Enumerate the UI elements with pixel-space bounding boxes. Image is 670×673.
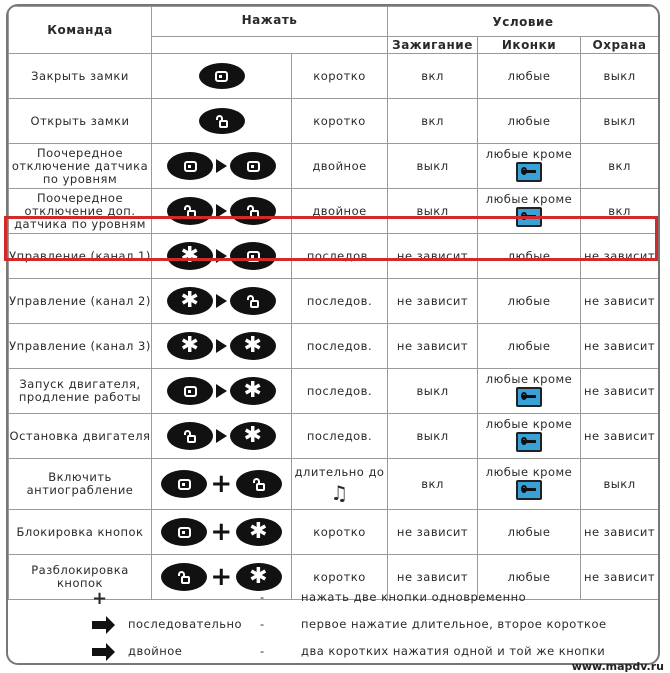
- press-type: последов.: [292, 279, 388, 324]
- lock-button-icon: [167, 377, 213, 405]
- lock-button-icon: [161, 518, 207, 546]
- buttons-cell: [152, 99, 292, 144]
- icons-value: [478, 54, 581, 99]
- legend: [8, 582, 658, 665]
- guard-value: не зависит: [581, 324, 659, 369]
- icons-label: любые: [507, 249, 551, 263]
- star-button-icon: ✱: [230, 332, 276, 360]
- icons-label: любые: [507, 570, 551, 584]
- lock-button-icon: [167, 152, 213, 180]
- legend-description: нажать две кнопки одновременно: [301, 590, 527, 604]
- then-arrow-icon: [216, 339, 227, 353]
- icons-value: [478, 234, 581, 279]
- ignition-value: выкл: [388, 144, 478, 189]
- icons-value: [478, 510, 581, 555]
- press-type-label: длительно до: [294, 465, 385, 479]
- press-type: коротко: [292, 54, 388, 99]
- icons-value: [478, 99, 581, 144]
- plus-icon: +: [92, 588, 108, 609]
- table-row: [9, 189, 659, 234]
- ignition-value: не зависит: [388, 279, 478, 324]
- command-name: Управление (канал 2): [9, 279, 152, 324]
- buttons-cell: [152, 459, 292, 510]
- header-guard: Охрана: [581, 37, 659, 54]
- star-button-icon: ✱: [167, 332, 213, 360]
- guard-value: не зависит: [581, 414, 659, 459]
- guard-value: выкл: [581, 99, 659, 144]
- buttons-cell: [152, 189, 292, 234]
- ignition-value: не зависит: [388, 555, 478, 600]
- unlock-button-icon: [230, 197, 276, 225]
- then-arrow-icon: [216, 429, 227, 443]
- icons-value: [478, 324, 581, 369]
- icons-label: любые: [507, 69, 551, 83]
- table-row: [9, 144, 659, 189]
- command-name: Открыть замки: [9, 99, 152, 144]
- star-button-icon: ✱: [230, 377, 276, 405]
- press-type: последов.: [292, 234, 388, 279]
- command-name: Остановка двигателя: [9, 414, 152, 459]
- plus-icon: +: [210, 469, 233, 499]
- star-button-icon: ✱: [236, 518, 282, 546]
- icons-label: любые: [507, 339, 551, 353]
- press-type: последов.: [292, 369, 388, 414]
- command-table-frame: [6, 4, 660, 665]
- header-press: Нажать: [152, 7, 388, 37]
- then-arrow-icon: [216, 249, 227, 263]
- plus-icon: +: [210, 517, 233, 547]
- buttons-cell: [152, 324, 292, 369]
- table-row: [9, 99, 659, 144]
- command-name: Закрыть замки: [9, 54, 152, 99]
- header-ignition: Зажигание: [388, 37, 478, 54]
- legend-description: первое нажатие длительное, второе короткое: [301, 617, 607, 631]
- command-table: [8, 6, 659, 600]
- legend-term: двойное: [128, 644, 183, 658]
- press-type: коротко: [292, 555, 388, 600]
- wrench-icon: [516, 207, 542, 227]
- legend-dash: -: [260, 590, 265, 604]
- buttons-cell: [152, 369, 292, 414]
- ignition-value: вкл: [388, 99, 478, 144]
- press-type: [292, 459, 388, 510]
- guard-value: вкл: [581, 144, 659, 189]
- buttons-cell: [152, 144, 292, 189]
- ignition-value: выкл: [388, 189, 478, 234]
- ignition-value: не зависит: [388, 510, 478, 555]
- lock-button-icon: [230, 152, 276, 180]
- star-button-icon: ✱: [167, 287, 213, 315]
- guard-value: выкл: [581, 459, 659, 510]
- then-arrow-icon: [216, 159, 227, 173]
- table-row: [9, 324, 659, 369]
- icons-value: [478, 144, 581, 189]
- table-row: [9, 510, 659, 555]
- icons-label: любые кроме: [485, 465, 573, 479]
- ignition-value: не зависит: [388, 324, 478, 369]
- command-name: Управление (канал 3): [9, 324, 152, 369]
- buttons-cell: [152, 279, 292, 324]
- lock-button-icon: [230, 242, 276, 270]
- command-name: Запуск двигателя, продление работы: [9, 369, 152, 414]
- command-name: Управление (канал 1): [9, 234, 152, 279]
- table-row: [9, 54, 659, 99]
- icons-label: любые: [507, 294, 551, 308]
- table-row: [9, 234, 659, 279]
- table-row: [9, 459, 659, 510]
- unlock-button-icon: [199, 108, 245, 134]
- command-name: Включить антиограбление: [9, 459, 152, 510]
- icons-label: любые кроме: [485, 417, 573, 431]
- header-icons: Иконки: [478, 37, 581, 54]
- press-type: двойное: [292, 144, 388, 189]
- header-condition: Условие: [388, 7, 659, 37]
- guard-value: вкл: [581, 189, 659, 234]
- ignition-value: выкл: [388, 369, 478, 414]
- wrench-icon: [516, 432, 542, 452]
- unlock-button-icon: [167, 422, 213, 450]
- wrench-icon: [516, 387, 542, 407]
- press-type: двойное: [292, 189, 388, 234]
- command-name: Поочередное отключение датчика по уровням: [9, 144, 152, 189]
- unlock-button-icon: [230, 287, 276, 315]
- legend-item: [8, 613, 658, 635]
- arrow-icon: [92, 615, 106, 636]
- guard-value: не зависит: [581, 279, 659, 324]
- table-row: [9, 279, 659, 324]
- icons-label: любые: [507, 114, 551, 128]
- arrow-icon: [92, 642, 106, 663]
- music-note-icon: ♫: [330, 481, 349, 505]
- star-button-icon: ✱: [236, 563, 282, 591]
- guard-value: не зависит: [581, 555, 659, 600]
- icons-label: любые: [507, 525, 551, 539]
- icons-label: любые кроме: [485, 372, 573, 386]
- wrench-icon: [516, 162, 542, 182]
- icons-value: [478, 459, 581, 510]
- unlock-button-icon: [236, 470, 282, 498]
- lock-button-icon: [199, 63, 245, 89]
- guard-value: не зависит: [581, 234, 659, 279]
- plus-icon: +: [210, 562, 233, 592]
- guard-value: не зависит: [581, 369, 659, 414]
- press-type: коротко: [292, 510, 388, 555]
- star-button-icon: ✱: [230, 422, 276, 450]
- table-row: [9, 414, 659, 459]
- icons-value: [478, 189, 581, 234]
- icons-value: [478, 414, 581, 459]
- buttons-cell: [152, 234, 292, 279]
- unlock-button-icon: [167, 197, 213, 225]
- ignition-value: не зависит: [388, 234, 478, 279]
- guard-value: выкл: [581, 54, 659, 99]
- table-row: [9, 369, 659, 414]
- icons-value: [478, 369, 581, 414]
- ignition-value: вкл: [388, 459, 478, 510]
- legend-dash: -: [260, 617, 265, 631]
- command-name: Блокировка кнопок: [9, 510, 152, 555]
- legend-item: [8, 586, 658, 608]
- buttons-cell: [152, 54, 292, 99]
- press-type: коротко: [292, 99, 388, 144]
- watermark: www.mapdv.ru: [571, 660, 664, 673]
- icons-label: любые кроме: [485, 192, 573, 206]
- legend-term: последовательно: [128, 617, 243, 631]
- icons-label: любые кроме: [485, 147, 573, 161]
- ignition-value: вкл: [388, 54, 478, 99]
- lock-button-icon: [161, 470, 207, 498]
- then-arrow-icon: [216, 384, 227, 398]
- guard-value: не зависит: [581, 510, 659, 555]
- command-name: Разблокировка кнопок: [9, 555, 152, 600]
- icons-value: [478, 279, 581, 324]
- star-button-icon: ✱: [167, 242, 213, 270]
- legend-item: [8, 640, 658, 662]
- buttons-cell: [152, 510, 292, 555]
- legend-dash: -: [260, 644, 265, 658]
- command-name: Поочередное отключение доп. датчика по уровням: [9, 189, 152, 234]
- then-arrow-icon: [216, 294, 227, 308]
- press-type: последов.: [292, 414, 388, 459]
- buttons-cell: [152, 414, 292, 459]
- then-arrow-icon: [216, 204, 227, 218]
- header-press-sub: [152, 37, 388, 54]
- wrench-icon: [516, 480, 542, 500]
- ignition-value: выкл: [388, 414, 478, 459]
- header-command: Команда: [9, 7, 152, 54]
- press-type: последов.: [292, 324, 388, 369]
- legend-description: два коротких нажатия одной и той же кнопки: [301, 644, 606, 658]
